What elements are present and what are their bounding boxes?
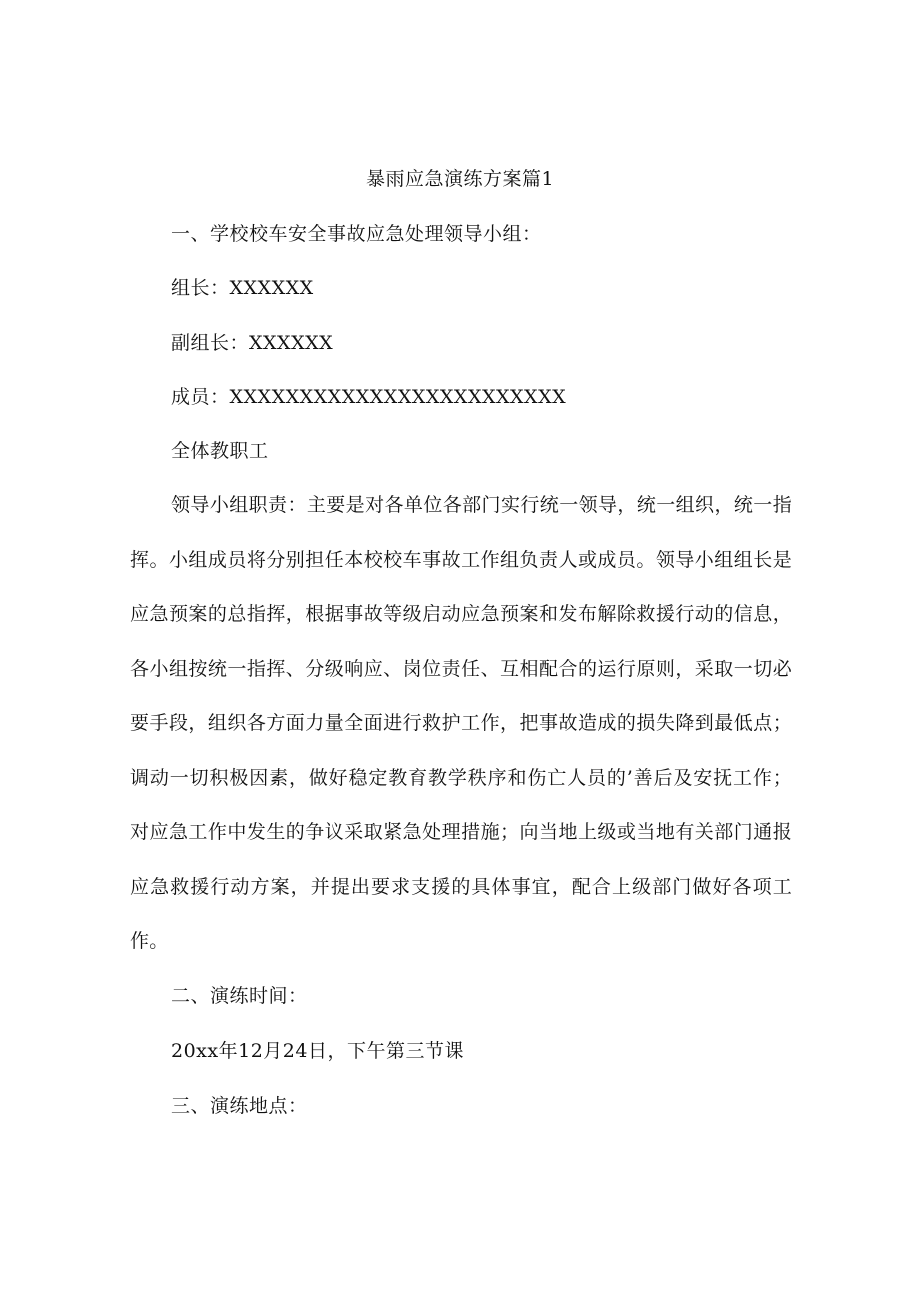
- duties-paragraph: 领导小组职责：主要是对各单位各部门实行统一领导，统一组织，统一指挥。小组成员将分别担任本校校车事故工作组负责人或成员。领导小组组长是应急预案的总指挥，根据事故等级启动应急预案和发布解除救援行动的信息，各小组按统一指挥、分级响应、岗位责任、互相配合的运行原则，采取一切必要手段，组织各方面力量全面进行救护工作，把事故造成的损失降到最低点；调动一切积极因素，做好稳定教育教学秩序和伤亡人员的’善后及安抚工作；对应急工作中发生的争议采取紧急处理措施；向当地上级或当地有关部门通报应急救援行动方案，并提出要求支援的具体事宜，配合上级部门做好各项工作。: [130, 494, 792, 952]
- drill-time-line: 20xx年12月24日，下午第三节课: [171, 1040, 464, 1062]
- all-staff-line: 全体教职工: [171, 440, 269, 462]
- deputy-leader-line: 副组长：XXXXXX: [171, 332, 334, 354]
- leader-line: 组长：XXXXXX: [171, 277, 314, 299]
- section-1-heading: 一、学校校车安全事故应急处理领导小组：: [171, 223, 542, 245]
- section-2-heading: 二、演练时间：: [171, 985, 308, 1007]
- document-title: 暴雨应急演练方案篇1: [365, 168, 555, 190]
- section-3-heading: 三、演练地点：: [171, 1095, 308, 1117]
- members-line: 成员：XXXXXXXXXXXXXXXXXXXXXXXX: [171, 386, 567, 408]
